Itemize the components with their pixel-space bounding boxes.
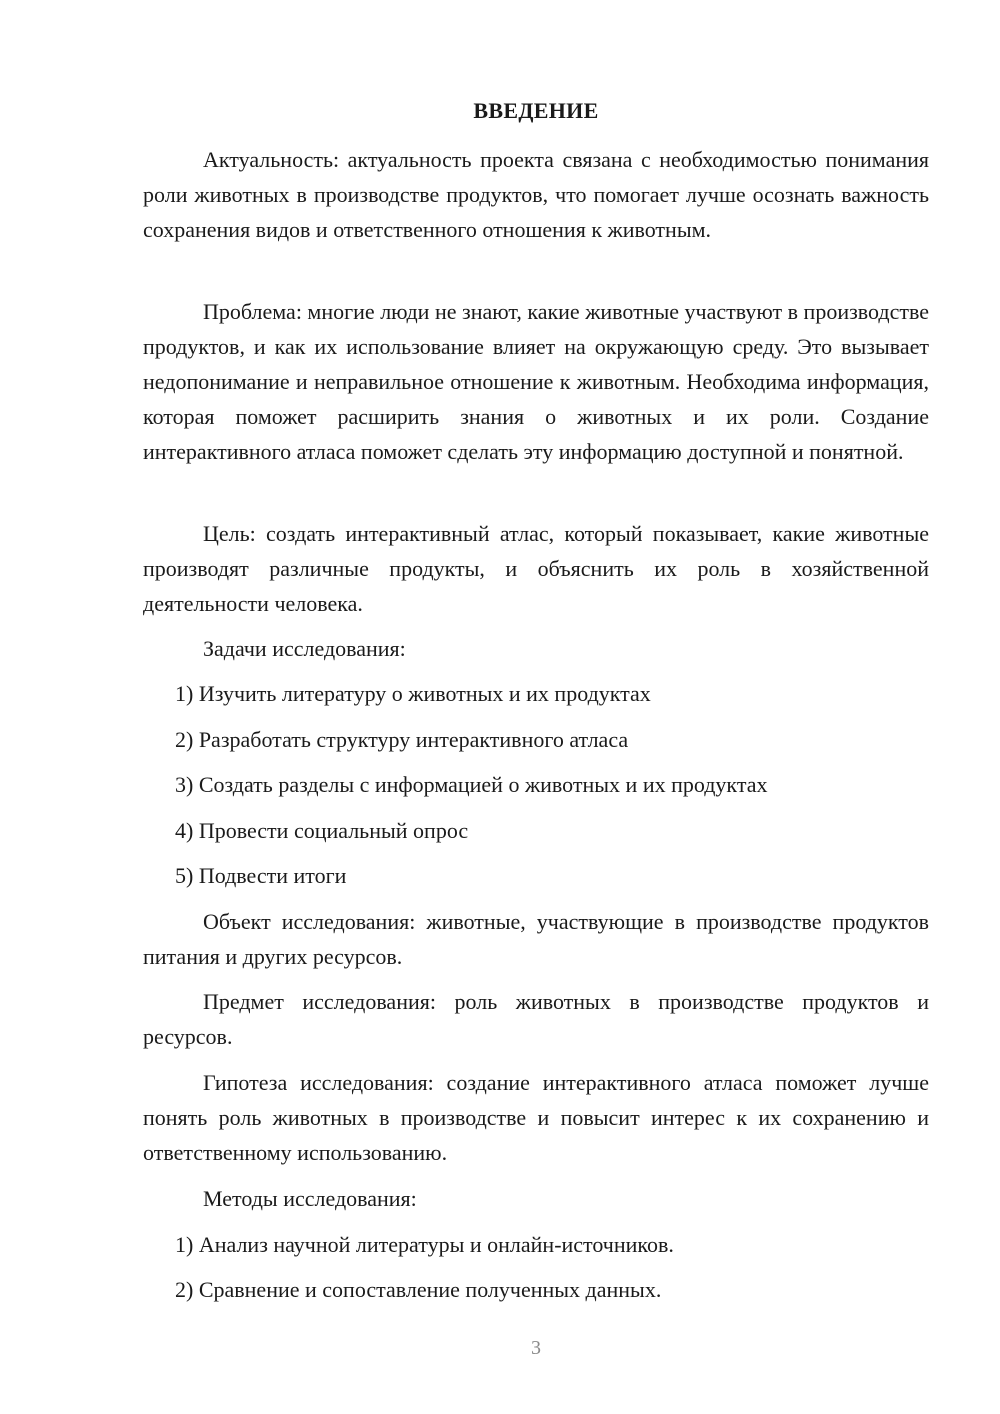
task-item: 2) Разработать структуру интерактивного атласа — [175, 727, 629, 752]
method-item: 1) Анализ научной литературы и онлайн-источников. — [175, 1232, 674, 1257]
task-item: 5) Подвести итоги — [175, 863, 347, 888]
method-item: 2) Сравнение и сопоставление полученных данных. — [175, 1277, 662, 1302]
methods-heading: Методы исследования: — [203, 1186, 417, 1211]
hypothesis-paragraph: Гипотеза исследования: создание интерактивного атласа поможет лучше понять роль животных в производстве и повысит интерес к их сохранению и ответственному использованию. — [143, 1070, 929, 1165]
task-item: 1) Изучить литературу о животных и их продуктах — [175, 681, 651, 706]
object-paragraph: Объект исследования: животные, участвующие в производстве продуктов питания и других ресурсов. — [143, 909, 929, 969]
tasks-heading: Задачи исследования: — [203, 636, 406, 661]
problem-paragraph: Проблема: многие люди не знают, какие животные участвуют в производстве продуктов, и как их использование влияет на окружающую среду. Это вызывает недопонимание и неправильное отношение к животным. Необходима информация, которая поможет расширить знания о животных и их роли. Создание интерактивного атласа поможет сделать эту информацию доступной и понятной. — [143, 299, 929, 464]
task-item: 3) Создать разделы с информацией о животных и их продуктах — [175, 772, 768, 797]
relevance-paragraph: Актуальность: актуальность проекта связана с необходимостью понимания роли животных в производстве продуктов, что помогает лучше осознать важность сохранения видов и ответственного отношения к животным. — [143, 147, 929, 242]
goal-paragraph: Цель: создать интерактивный атлас, который показывает, какие животные производят различные продукты, и объяснить их роль в хозяйственной деятельности человека. — [143, 521, 929, 616]
page-number: 3 — [531, 1337, 541, 1359]
task-item: 4) Провести социальный опрос — [175, 818, 469, 843]
subject-paragraph: Предмет исследования: роль животных в производстве продуктов и ресурсов. — [143, 989, 929, 1049]
section-heading: ВВЕДЕНИЕ — [473, 98, 599, 123]
